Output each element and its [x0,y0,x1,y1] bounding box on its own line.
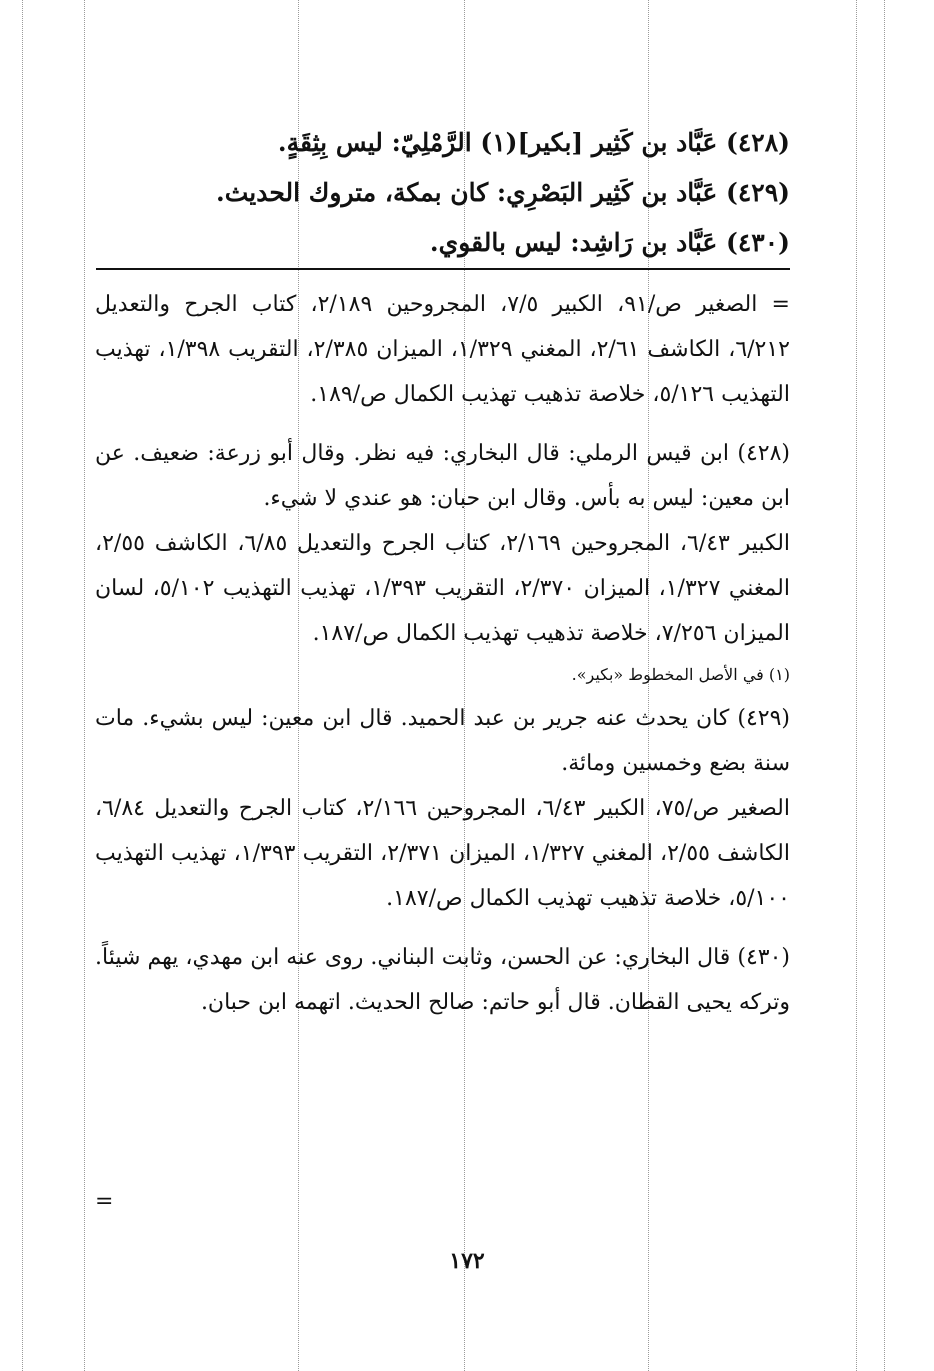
sources-note-427: = الصغير ص/٩١، الكبير ٧/٥، المجروحين ٢/١٨٩، كتاب الجرح والتعديل ٦/٢١٢، الكاشف ٢/٦١، المغني ١/٣٢٩، الميزان ٢/٣٨٥، التقريب ١/٣٩٨، تهذيب التهذيب ٥/١٢٦، خلاصة تذهيب تهذيب الكمال ص/١٨٩. [95,292,790,407]
note-428: (٤٢٨) ابن قيس الرملي: قال البخاري: فيه نظر. وقال أبو زرعة: ضعيف. عن ابن معين: ليس به بأس. وقال ابن حبان: هو عندي لا شيء. [95,441,790,511]
main-entries [95,118,790,268]
page-number: ١٧٢ [449,1248,485,1274]
sources-note-428: الكبير ٦/٤٣، المجروحين ٢/١٦٩، كتاب الجرح والتعديل ٦/٨٥، الكاشف ٢/٥٥، المغني ١/٣٢٧، الميزان ٢/٣٧٠، التقريب ١/٣٩٣، تهذيب التهذيب ٥/١٠٢، لسان الميزان ٧/٢٥٦، خلاصة تذهيب تهذيب الكمال ص/١٨٧. [95,531,791,646]
note-429: (٤٢٩) كان يحدث عنه جرير بن عبد الحميد. قال ابن معين: ليس بشيء. مات سنة بضع وخمسين ومائة. [95,706,790,776]
page-dotted-guide [22,0,23,1371]
continuation-mark: = [95,1189,114,1214]
page-dotted-guide [84,0,85,1371]
entry-429: (٤٢٩) عَبَّاد بن كَثِير البَصْرِي: كان بمكة، متروك الحديث. [216,178,790,207]
page-dotted-guide [856,0,857,1371]
footnote-1: (١) في الأصل المخطوط «بكير». [571,665,790,684]
footnote-separator [96,268,790,270]
note-430: (٤٣٠) قال البخاري: عن الحسن، وثابت البناني. روى عنه ابن مهدي، يهم شيئاً. وتركه يحيى القطان. قال أبو حاتم: صالح الحديث. اتهمه ابن حبان. [95,945,790,1015]
sources-note-429: الصغير ص/٧٥، الكبير ٦/٤٣، المجروحين ٢/١٦٦، كتاب الجرح والتعديل ٦/٨٤، الكاشف ٢/٥٥، المغني ١/٣٢٧، الميزان ٢/٣٧١، التقريب ١/٣٩٣، تهذيب التهذيب ٥/١٠٠، خلاصة تذهيب تهذيب الكمال ص/١٨٧. [95,796,791,911]
entry-428: (٤٢٨) عَبَّاد بن كَثِير [بكير](١) الرَّمْلِيّ: ليس بِثِقَةٍ. [277,128,790,157]
page-dotted-guide [884,0,885,1371]
entry-430: (٤٣٠) عَبَّاد بن رَاشِد: ليس بالقوي. [429,228,790,257]
commentary [95,282,790,1025]
